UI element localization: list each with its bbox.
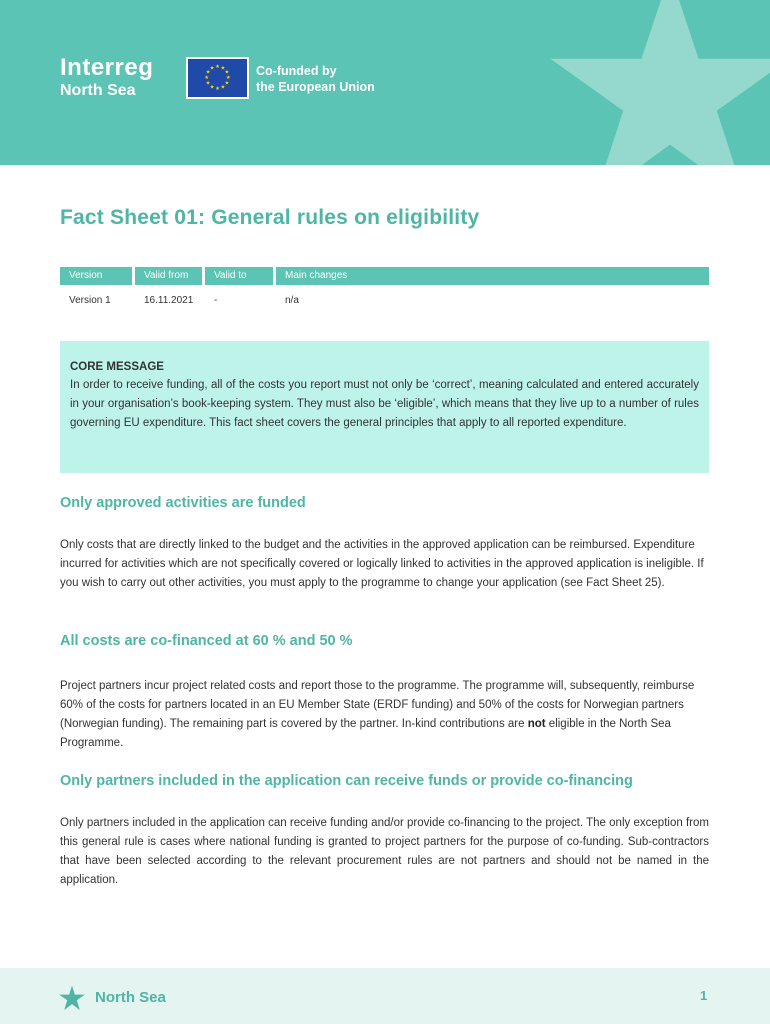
cell-main-changes: n/a [285,295,299,306]
header-valid-to: Valid to [205,267,273,285]
core-message-title: CORE MESSAGE [70,361,164,373]
cofinancing-text-after: eligible in the North Sea Programme. [60,718,671,749]
section-heading-approved-activities: Only approved activities are funded [60,495,306,511]
section-text-partners: Only partners included in the application can receive funding and/or provide co-financing to the project. The only exception from this general rule is cases where national funding is granted to project partners for the purpose of co-funding. Sub-contractors that have been selected according to the relevant procurement rules are not partners and should not be named in the application. [60,817,709,886]
eu-flag-icon [186,57,249,99]
header-main-changes: Main changes [276,267,709,285]
logo-line-2: North Sea [60,82,136,99]
eu-cofunded-text [256,63,375,95]
logo-line-1: Interreg [60,54,154,81]
section-heading-partners: Only partners included in the application can receive funds or provide co-financing [60,773,633,789]
svg-text:★: ★ [224,80,230,87]
svg-text:★: ★ [220,65,226,72]
eu-line-2: the European Union [256,80,375,94]
svg-text:★: ★ [224,69,230,76]
section-text-approved-activities: Only costs that are directly linked to the budget and the activities in the approved application can be reimbursed. Expenditure incurred for activities which are not specifically covered or logically linked to activities in the approved application is ineligible. If you wish to carry out other activities, you must apply to the programme to change your application (see Fact Sheet 25). [60,539,704,589]
version-table [60,267,709,312]
version-table-header [60,267,709,285]
svg-text:★: ★ [225,74,231,81]
section-text-cofinancing [60,677,709,753]
page-footer [0,968,770,1024]
eu-line-1: Co-funded by [256,64,337,78]
svg-text:★: ★ [205,80,211,87]
cell-version: Version 1 [69,295,111,306]
cofinancing-text-before: Project partners incur project related costs and report those to the programme. The programme will, subsequently, reimburse 60% of the costs for partners located in an EU Member State (ERDF funding) and 50% of the costs for Norwegian partners (Norwegian funding). The remaining part is covered by the partner. In-kind contributions are [60,680,695,730]
starfish-icon [57,984,87,1012]
interreg-logo [60,56,153,99]
core-message-box [60,341,709,473]
svg-text:★: ★ [215,64,220,71]
svg-text:★: ★ [215,85,220,92]
svg-text:★: ★ [204,74,210,81]
svg-text:★: ★ [209,65,215,72]
section-heading-cofinancing: All costs are co-financed at 60 % and 50 % [60,633,353,649]
svg-text:★: ★ [220,84,226,91]
svg-text:★: ★ [205,69,211,76]
header-valid-from: Valid from [135,267,202,285]
cell-valid-to: - [214,295,218,306]
footer-brand: North Sea [95,989,166,1006]
page-number: 1 [700,988,708,1003]
core-message-text: In order to receive funding, all of the costs you report must not only be ‘correct’, meaning calculated and entered accurately in your organisation’s book-keeping system. They must also be ‘eligible’, which means that they live up to a number of rules governing EU expenditure. This fact sheet covers the general principles that apply to all reported expenditure. [70,379,699,429]
cell-valid-from: 16.11.2021 [144,295,194,306]
svg-text:★: ★ [209,84,215,91]
table-row [60,285,709,312]
starfish-decoration-icon [540,0,770,165]
page-header [0,0,770,165]
page-title: Fact Sheet 01: General rules on eligibility [60,206,480,229]
header-version: Version [60,267,132,285]
cofinancing-text-bold: not [527,718,546,730]
